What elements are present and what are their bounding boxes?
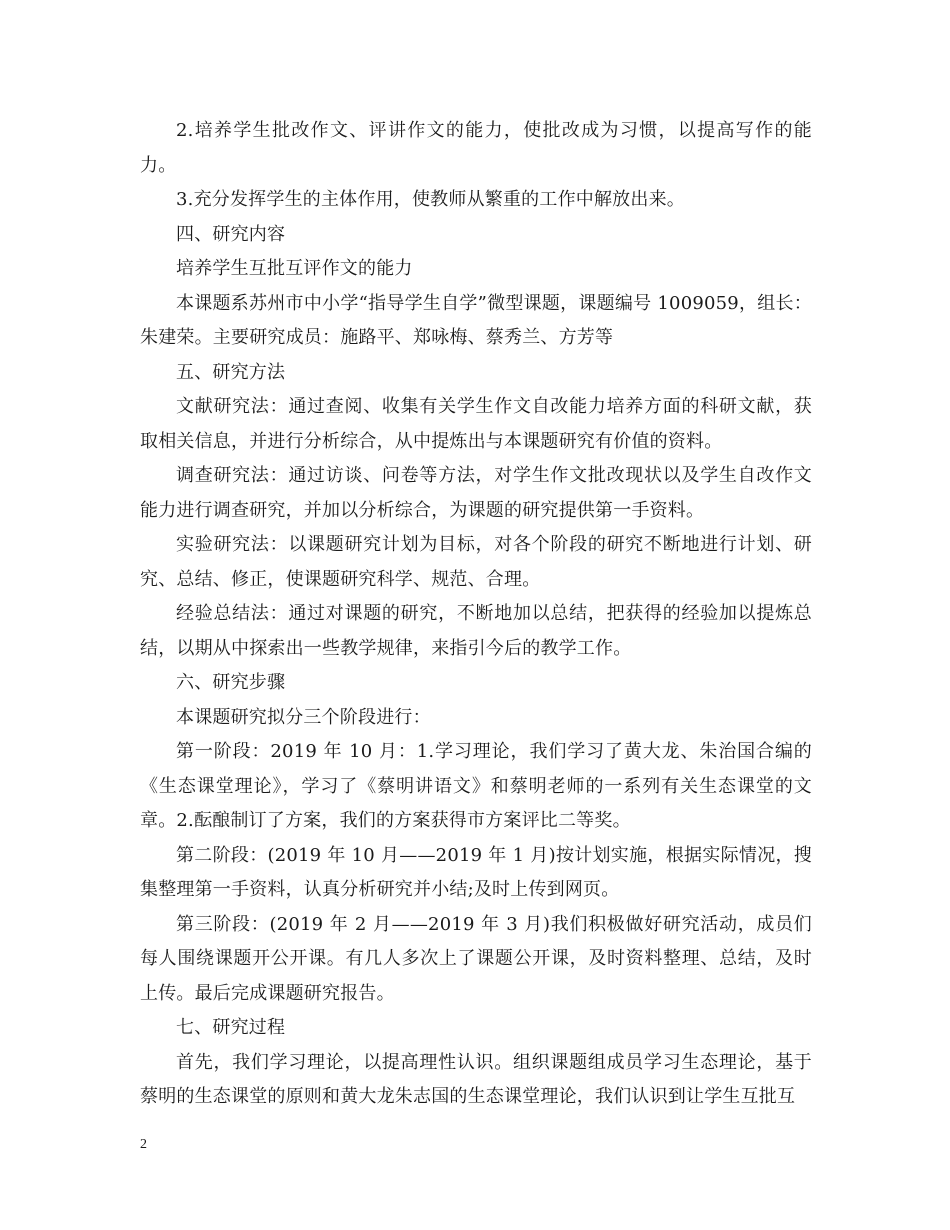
heading-research-steps: 六、研究步骤	[176, 672, 286, 693]
paragraph-project-info: 本课题系苏州市中小学“指导学生自学”微型课题，课题编号 1009059，组长：朱建荣。主要研究成员：施路平、郑咏梅、蔡秀兰、方芳等	[140, 292, 812, 348]
page-number: 2	[140, 1137, 147, 1152]
paragraph-goal-2: 2.培养学生批改作文、评讲作文的能力，使批改成为习惯，以提高写作的能力。	[140, 120, 812, 176]
paragraph-goal-3: 3.充分发挥学生的主体作用，使教师从繁重的工作中解放出来。	[176, 189, 685, 210]
paragraph-process-first: 首先，我们学习理论，以提高理性认识。组织课题组成员学习生态理论，基于蔡明的生态课堂的原则和黄大龙朱志国的生态课堂理论，我们认识到让学生互批互	[140, 1051, 812, 1107]
heading-research-process: 七、研究过程	[176, 1017, 286, 1038]
paragraph-survey-method: 调查研究法：通过访谈、问卷等方法，对学生作文批改现状以及学生自改作文能力进行调查研究，并加以分析综合，为课题的研究提供第一手资料。	[140, 465, 812, 521]
paragraph-stage-2: 第二阶段：(2019 年 10 月——2019 年 1 月)按计划实施，根据实际情况，搜集整理第一手资料，认真分析研究并小结;及时上传到网页。	[140, 844, 812, 900]
paragraph-experience-method: 经验总结法：通过对课题的研究，不断地加以总结，把获得的经验加以提炼总结，以期从中探索出一些教学规律，来指引今后的教学工作。	[140, 603, 812, 659]
paragraph-stage-1: 第一阶段：2019 年 10 月：1.学习理论，我们学习了黄大龙、朱治国合编的《生态课堂理论》，学习了《蔡明讲语文》和蔡明老师的一系列有关生态课堂的文章。2.酝酿制订了方案，我们的方案获得市方案评比二等奖。	[140, 741, 812, 831]
paragraph-research-content: 培养学生互批互评作文的能力	[176, 258, 413, 279]
paragraph-literature-method: 文献研究法：通过查阅、收集有关学生作文自改能力培养方面的科研文献，获取相关信息，并进行分析综合，从中提炼出与本课题研究有价值的资料。	[140, 396, 812, 452]
paragraph-steps-intro: 本课题研究拟分三个阶段进行：	[176, 706, 431, 728]
paragraph-stage-3: 第三阶段：(2019 年 2 月——2019 年 3 月)我们积极做好研究活动，成员们每人围绕课题开公开课。有几人多次上了课题公开课，及时资料整理、总结，及时上传。最后完成课题研究报告。	[140, 913, 812, 1004]
heading-research-content: 四、研究内容	[176, 223, 286, 245]
heading-research-methods: 五、研究方法	[176, 361, 286, 383]
paragraph-experiment-method: 实验研究法：以课题研究计划为目标，对各个阶段的研究不断地进行计划、研究、总结、修正，使课题研究科学、规范、合理。	[140, 534, 812, 590]
body-text	[140, 114, 812, 1115]
